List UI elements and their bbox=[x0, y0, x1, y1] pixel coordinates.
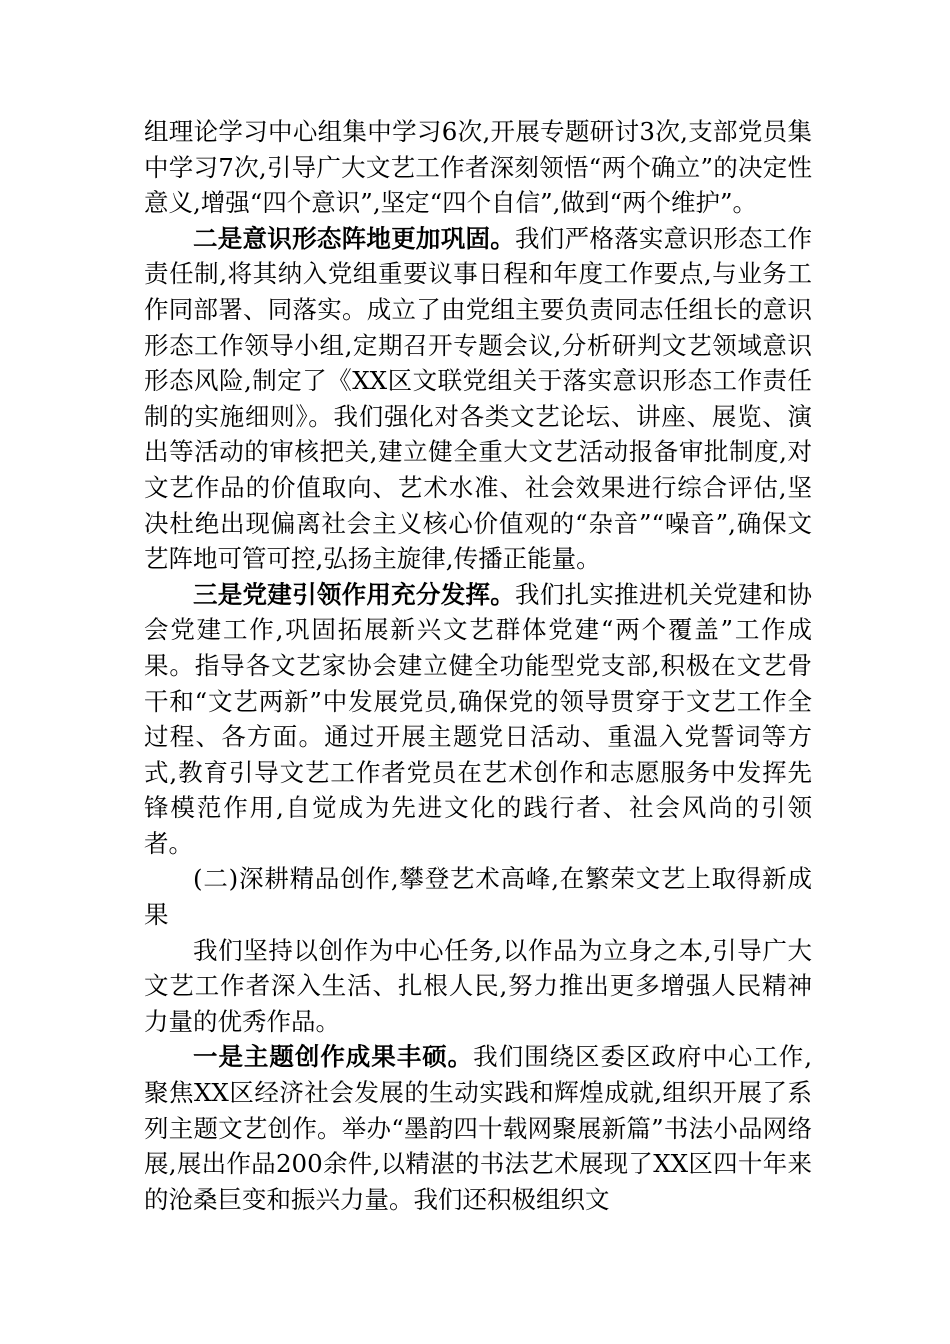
paragraph-5 bbox=[144, 933, 812, 1040]
section-heading-text: (二)深耕精品创作,攀登艺术高峰,在繁荣文艺上取得新成果 bbox=[144, 864, 812, 930]
paragraph-1 bbox=[144, 114, 812, 221]
document-body bbox=[144, 114, 812, 1217]
section-heading bbox=[144, 861, 812, 932]
paragraph-lead-heading: 二是意识形态阵地更加巩固。 bbox=[193, 223, 516, 253]
paragraph-3 bbox=[144, 577, 812, 862]
paragraph-text: 我们坚持以创作为中心任务,以作品为立身之本,引导广大文艺工作者深入生活、扎根人民,努力推出更多增强人民精神力量的优秀作品。 bbox=[144, 935, 812, 1036]
paragraph-lead-heading: 一是主题创作成果丰硕。 bbox=[193, 1042, 474, 1072]
paragraph-lead-heading: 三是党建引领作用充分发挥。 bbox=[193, 579, 516, 609]
paragraph-text: 我们严格落实意识形态工作责任制,将其纳入党组重要议事日程和年度工作要点,与业务工作同部署、同落实。成立了由党组主要负责同志任组长的意识形态工作领导小组,定期召开专题会议,分析研判文艺领域意识形态风险,制定了《XX区文联党组关于落实意识形态工作责任制的实施细则》。我们强化对各类文艺论坛、讲座、展览、演出等活动的审核把关,建立健全重大文艺活动报备审批制度,对文艺作品的价值取向、艺术水准、社会效果进行综合评估,坚决杜绝出现偏离社会主义核心价值观的“杂音”“噪音”,确保文艺阵地可管可控,弘扬主旋律,传播正能量。 bbox=[144, 223, 813, 574]
paragraph-2 bbox=[144, 221, 812, 577]
paragraph-text: 我们围绕区委区政府中心工作,聚焦XX区经济社会发展的生动实践和辉煌成就,组织开展了系列主题文艺创作。举办“墨韵四十载网聚展新篇”书法小品网络展,展出作品200余件,以精湛的书法艺术展现了XX区四十年来的沧桑巨变和振兴力量。我们还积极组织文 bbox=[144, 1042, 812, 1214]
paragraph-text: 我们扎实推进机关党建和协会党建工作,巩固拓展新兴文艺群体党建“两个覆盖”工作成果。指导各文艺家协会建立健全功能型党支部,积极在文艺骨干和“文艺两新”中发展党员,确保党的领导贯穿于文艺工作全过程、各方面。通过开展主题党日活动、重温入党誓词等方式,教育引导文艺工作者党员在艺术创作和志愿服务中发挥先锋模范作用,自觉成为先进文化的践行者、社会风尚的引领者。 bbox=[144, 579, 813, 858]
paragraph-text: 组理论学习中心组集中学习6次,开展专题研讨3次,支部党员集中学习7次,引导广大文艺工作者深刻领悟“两个确立”的决定性意义,增强“四个意识”,坚定“四个自信”,做到“两个维护”。 bbox=[144, 117, 812, 218]
paragraph-6 bbox=[144, 1039, 812, 1217]
